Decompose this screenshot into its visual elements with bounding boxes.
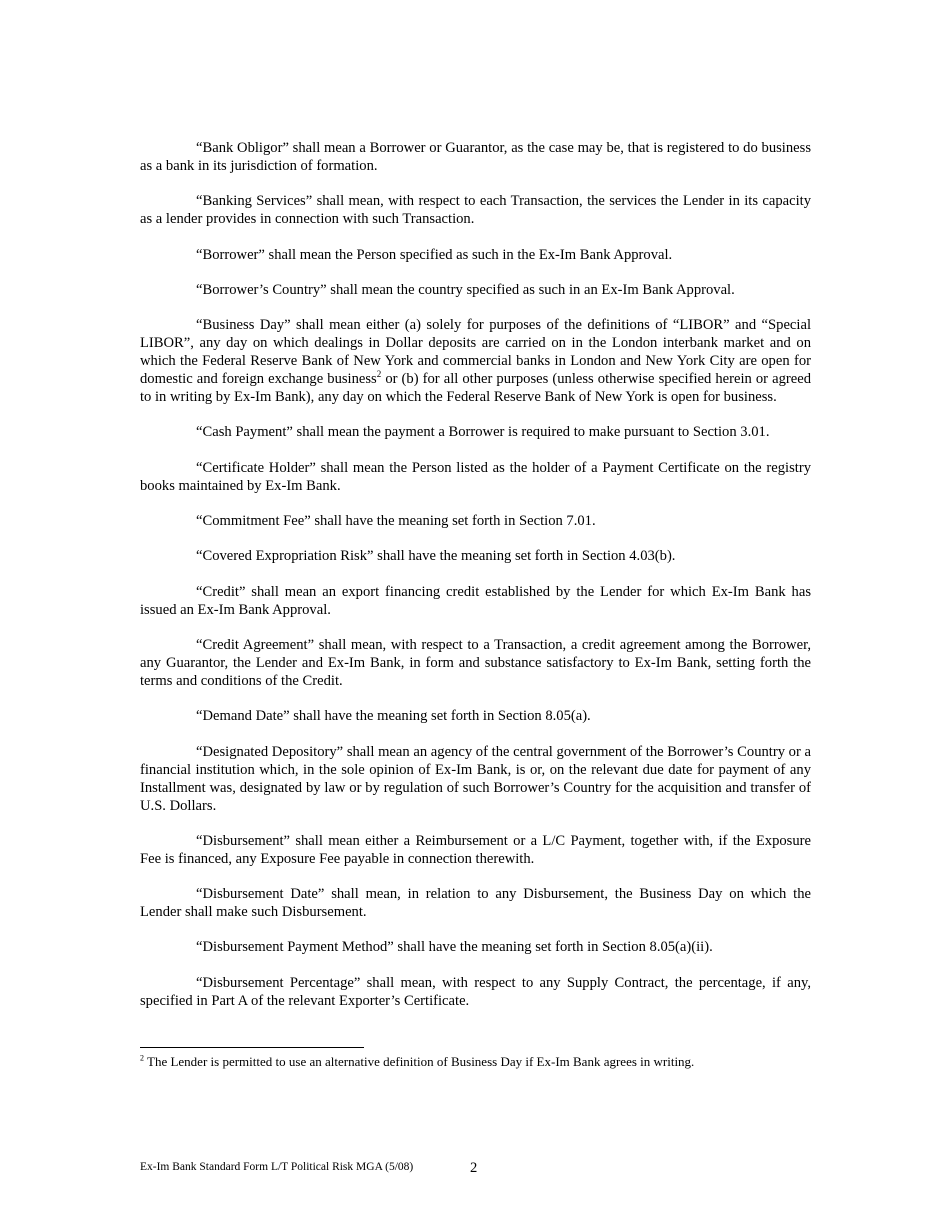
- definition-certificate-holder: “Certificate Holder” shall mean the Person listed as the holder of a Payment Certificate on the registry books maintained by Ex-Im Bank.: [140, 459, 811, 494]
- definition-commitment-fee: “Commitment Fee” shall have the meaning set forth in Section 7.01.: [196, 513, 596, 530]
- definition-credit-agreement: “Credit Agreement” shall mean, with respect to a Transaction, a credit agreement among the Borrower, any Guarantor, the Lender and Ex-Im Bank, in form and substance satisfactory to Ex-Im Bank, setting forth the terms and conditions of the Credit.: [140, 636, 811, 689]
- business-day-text-cont: or (b) for all other purposes (unless otherwise specified herein or agreed to in writing by Ex-Im Bank), any day on which the Federal Reserve Bank of New York is open for business.: [140, 371, 811, 406]
- definition-demand-date: “Demand Date” shall have the meaning set forth in Section 8.05(a).: [196, 708, 591, 725]
- page-number: 2: [470, 1160, 478, 1176]
- footnote-reference: 2: [376, 369, 382, 380]
- definition-banking-services: “Banking Services” shall mean, with respect to each Transaction, the services the Lender in its capacity as a lender provides in connection with such Transaction.: [140, 193, 811, 228]
- definition-credit: “Credit” shall mean an export financing credit established by the Lender for which Ex-Im Bank has issued an Ex-Im Bank Approval.: [140, 583, 811, 618]
- footnote-text: The Lender is permitted to use an alternative definition of Business Day if Ex-Im Bank agrees in writing.: [144, 1054, 695, 1069]
- definition-bank-obligor: “Bank Obligor” shall mean a Borrower or Guarantor, as the case may be, that is registered to do business as a bank in its jurisdiction of formation.: [140, 140, 811, 174]
- definition-disbursement-payment-method: “Disbursement Payment Method” shall have the meaning set forth in Section 8.05(a)(ii).: [196, 939, 713, 956]
- footnote-number: 2: [140, 1053, 144, 1063]
- definition-designated-depository: “Designated Depository” shall mean an agency of the central government of the Borrower’s Country or a financial institution which, in the sole opinion of Ex-Im Bank, is or, on the relevant due date for payment of any Installment was, designated by law or by regulation of such Borrower’s Country for the acquisition and transfer of U.S. Dollars.: [140, 743, 811, 814]
- business-day-text: “Business Day” shall mean either (a) solely for purposes of the definitions of “LIBOR” and “Special LIBOR”, any day on which dealings in Dollar deposits are carried on in the London interbank market and on which the Federal Reserve Bank of New York and commercial banks in London and New York City are open for domestic and foreign exchange business: [140, 317, 811, 388]
- footnote-separator: [140, 1047, 364, 1048]
- definition-disbursement-percentage: “Disbursement Percentage” shall mean, with respect to any Supply Contract, the percentage, if any, specified in Part A of the relevant Exporter’s Certificate.: [140, 974, 811, 1009]
- definition-covered-expropriation-risk: “Covered Expropriation Risk” shall have the meaning set forth in Section 4.03(b).: [196, 548, 676, 565]
- definition-cash-payment: “Cash Payment” shall mean the payment a Borrower is required to make pursuant to Section 3.01.: [196, 424, 770, 441]
- definition-disbursement-date: “Disbursement Date” shall mean, in relation to any Disbursement, the Business Day on which the Lender shall make such Disbursement.: [140, 886, 811, 921]
- footnote: [140, 1054, 811, 1070]
- footer-form-name: Ex-Im Bank Standard Form L/T Political Risk MGA (5/08): [140, 1161, 414, 1173]
- definition-borrowers-country: “Borrower’s Country” shall mean the country specified as such in an Ex-Im Bank Approval.: [196, 281, 735, 298]
- definition-disbursement: “Disbursement” shall mean either a Reimbursement or a L/C Payment, together with, if the Exposure Fee is financed, any Exposure Fee payable in connection therewith.: [140, 832, 811, 867]
- definition-borrower: “Borrower” shall mean the Person specified as such in the Ex-Im Bank Approval.: [196, 246, 673, 263]
- definition-business-day: [140, 316, 811, 406]
- definitions-list: [140, 139, 811, 1027]
